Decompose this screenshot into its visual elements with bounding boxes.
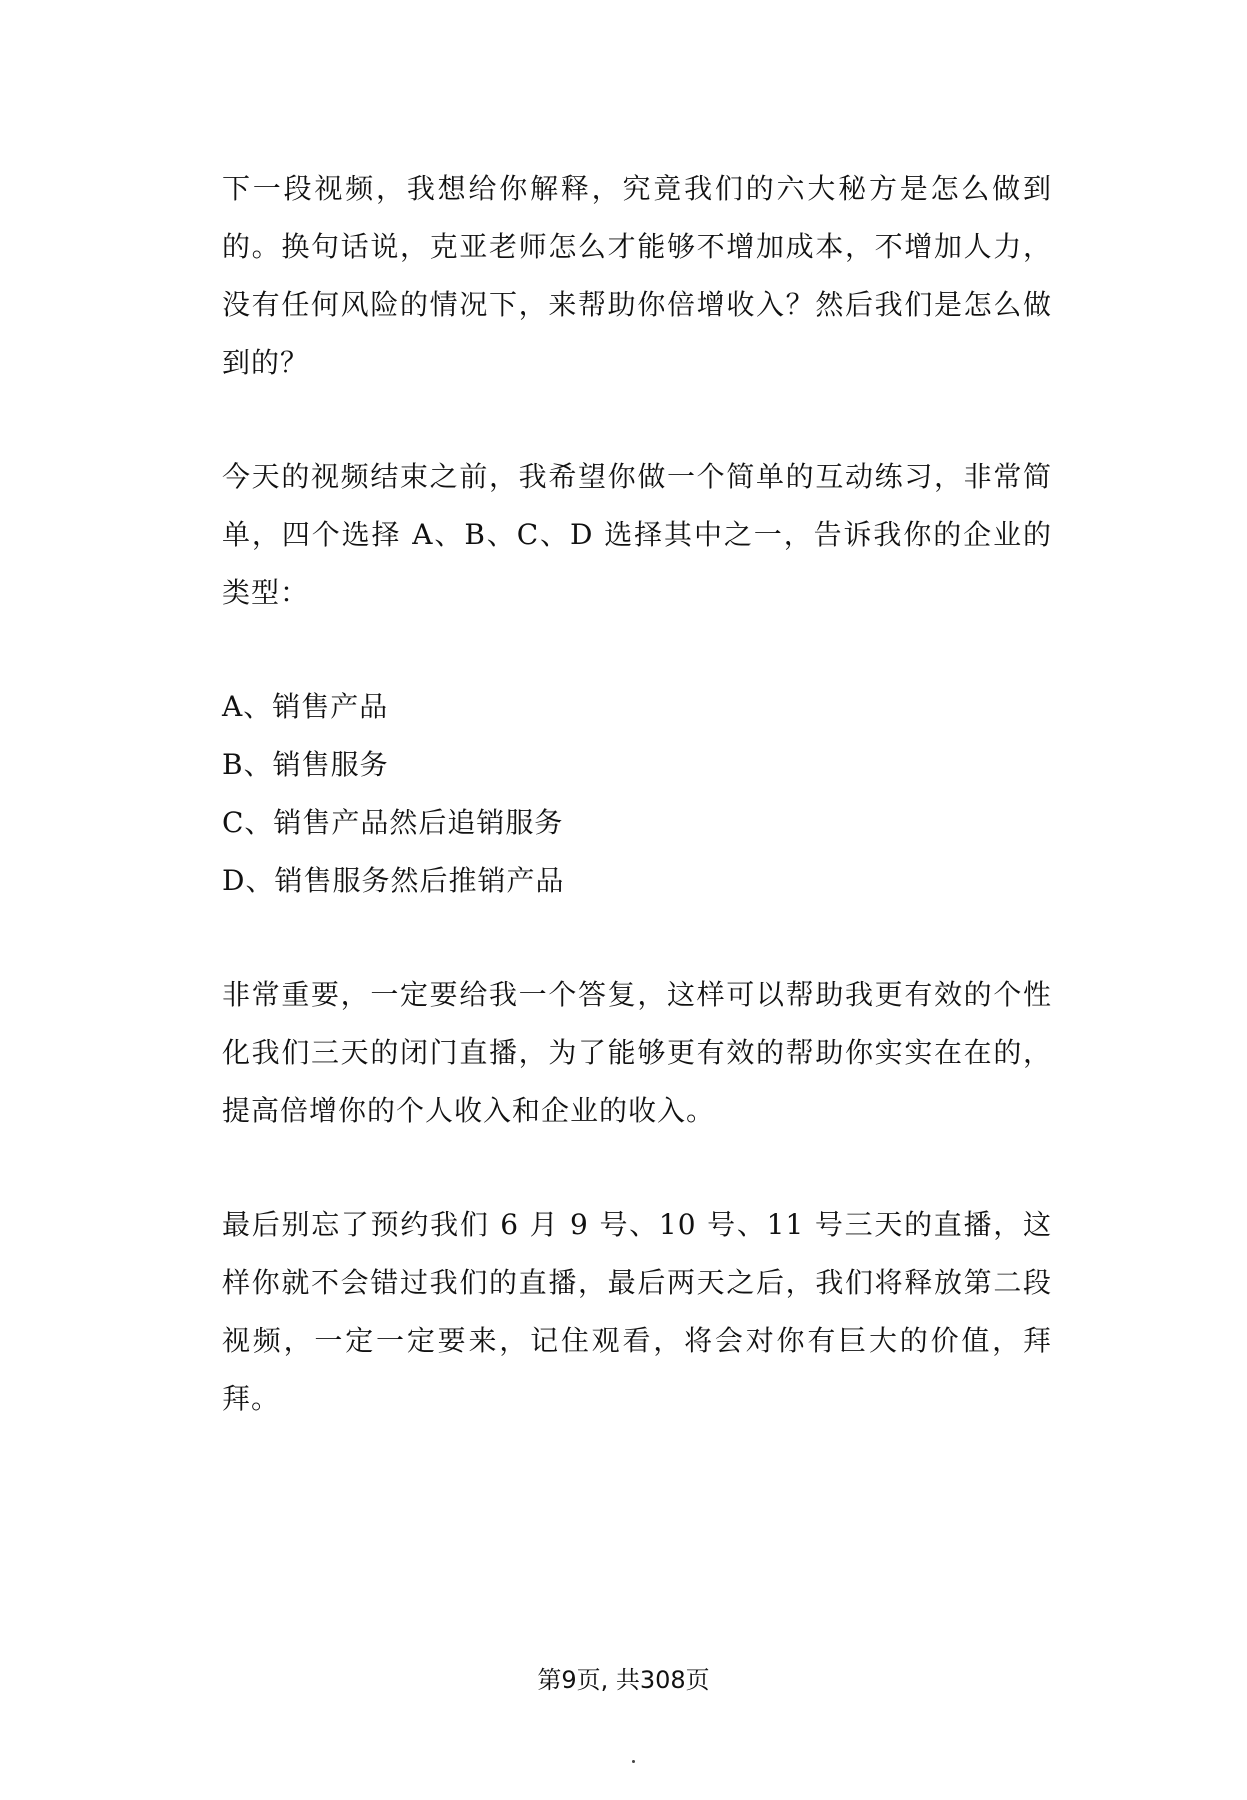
paragraph-gap bbox=[222, 910, 1052, 966]
page-content bbox=[222, 160, 1052, 1428]
paragraph-gap bbox=[222, 1140, 1052, 1196]
option-item-d: D、销售服务然后推销产品 bbox=[222, 864, 565, 897]
option-item-b: B、销售服务 bbox=[222, 748, 389, 781]
paragraph-gap bbox=[222, 392, 1052, 448]
paragraph-gap bbox=[222, 622, 1052, 678]
option-item-a: A、销售产品 bbox=[222, 690, 389, 723]
paragraph-intro: 下一段视频，我想给你解释，究竟我们的六大秘方是怎么做到的。换句话说，克亚老师怎么才能够不增加成本，不增加人力，没有任何风险的情况下，来帮助你倍增收入？然后我们是怎么做到的？ bbox=[222, 172, 1052, 379]
paragraph-exercise: 今天的视频结束之前，我希望你做一个简单的互动练习，非常简单，四个选择 A、B、C、D 选择其中之一，告诉我你的企业的类型： bbox=[222, 460, 1052, 609]
page-number: 第9页, 共308页 bbox=[537, 1666, 710, 1694]
option-item-c: C、销售产品然后追销服务 bbox=[222, 806, 564, 839]
paragraph-importance: 非常重要，一定要给我一个答复，这样可以帮助我更有效的个性化我们三天的闭门直播，为了能够更有效的帮助你实实在在的，提高倍增你的个人收入和企业的收入。 bbox=[222, 978, 1052, 1127]
paragraph-closing: 最后别忘了预约我们 6 月 9 号、10 号、11 号三天的直播，这样你就不会错过我们的直播，最后两天之后，我们将释放第二段视频，一定一定要来，记住观看，将会对你有巨大的价值，拜拜。 bbox=[222, 1208, 1052, 1415]
scan-speck bbox=[632, 1760, 635, 1763]
option-list bbox=[222, 678, 1052, 910]
